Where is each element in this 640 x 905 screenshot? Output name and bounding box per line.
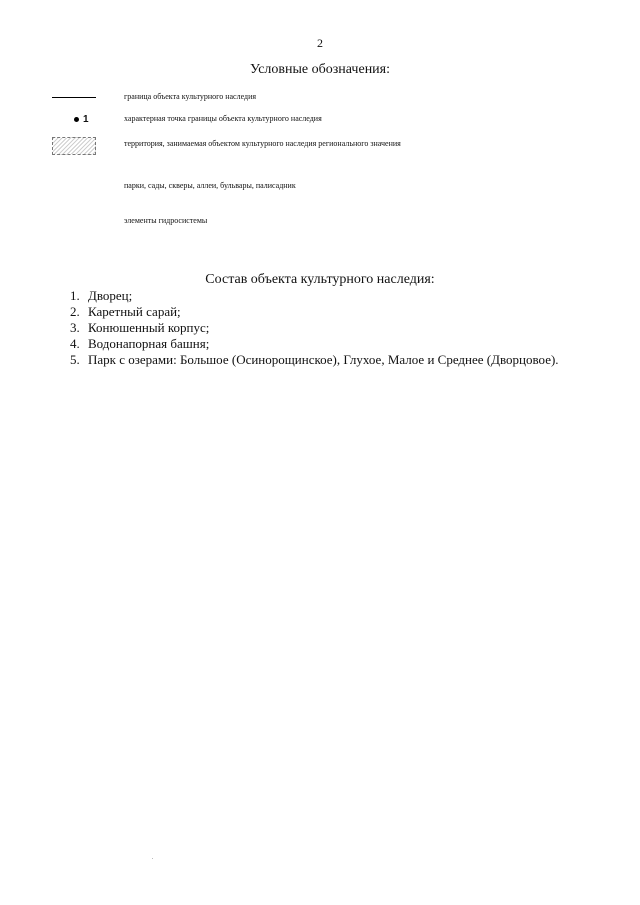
list-item: 2. Каретный сарай; xyxy=(70,304,181,319)
legend-label: граница объекта культурного наследия xyxy=(124,92,257,101)
legend-item-boundary xyxy=(50,88,610,110)
scan-speck xyxy=(152,858,153,859)
legend-item-territory xyxy=(50,135,610,157)
list-item: 4. Водонапорная башня; xyxy=(70,336,210,351)
list-item: 1. Дворец; xyxy=(70,288,133,303)
point-number: 1 xyxy=(83,114,89,125)
point-icon xyxy=(50,110,96,132)
legend-title: Условные обозначения: xyxy=(249,62,391,77)
hatched-area-icon xyxy=(50,135,96,157)
legend-label: парки, сады, скверы, аллеи, бульвары, палисадник xyxy=(124,181,296,190)
legend-item-parks xyxy=(50,177,610,199)
legend-item-water xyxy=(50,212,610,234)
page-number: 2 xyxy=(317,36,323,50)
legend-label: территория, занимаемая объектом культурного наследия регионального значения xyxy=(124,139,401,148)
composition-list xyxy=(70,288,610,368)
list-item: 3. Конюшенный корпус; xyxy=(70,320,210,335)
legend-label: элементы гидросистемы xyxy=(124,216,208,225)
composition-title: Состав объекта культурного наследия: xyxy=(205,272,435,287)
legend-label: характерная точка границы объекта культурного наследия xyxy=(124,114,322,123)
legend-item-point xyxy=(50,110,610,132)
list-item: 5. Парк с озерами: Большое (Осинорощинское), Глухое, Малое и Среднее (Дворцовое). xyxy=(70,352,559,367)
line-icon xyxy=(50,88,96,110)
